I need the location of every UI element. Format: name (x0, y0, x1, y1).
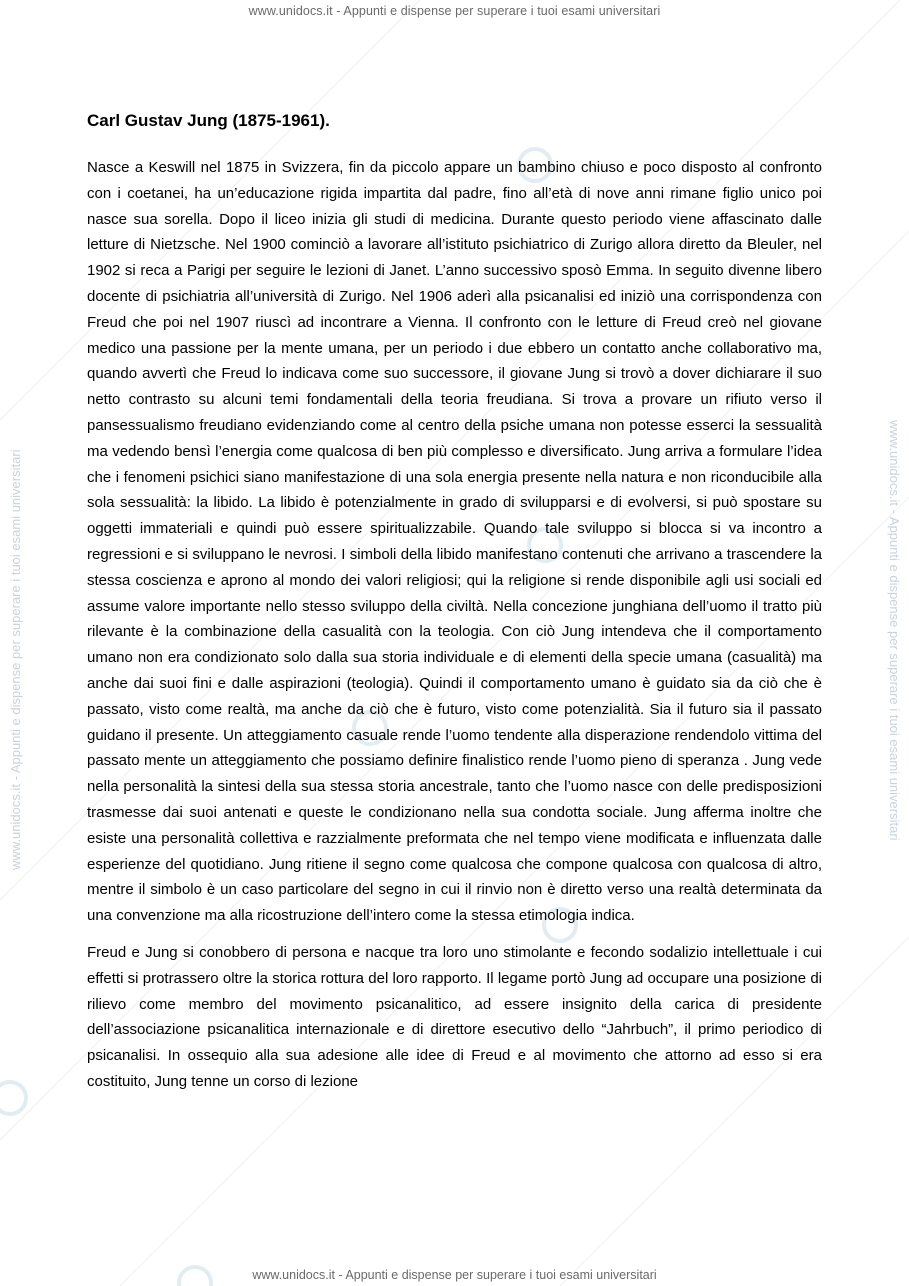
watermark-footer: www.unidocs.it - Appunti e dispense per superare i tuoi esami universitari (252, 1268, 657, 1282)
watermark-left-vertical: www.unidocs.it - Appunti e dispense per superare i tuoi esami universitari (8, 449, 23, 870)
paragraph: Nasce a Keswill nel 1875 in Svizzera, fin da piccolo appare un bambino chiuso e poco disposto al confronto con i coetanei, ha un’educazione rigida impartita dal padre, fino all’età di nove anni rimane figlio unico poi nasce sua sorella. Dopo il liceo inizia gli studi di medicina. Durante questo periodo viene affascinato dalle letture di Nietzsche. Nel 1900 cominciò a lavorare all’istituto psichiatrico di Zurigo allora diretto da Bleuler, nel 1902 si reca a Parigi per seguire le lezioni di Janet. L’anno successivo sposò Emma. In seguito divenne libero docente di psichiatria all’università di Zurigo. Nel 1906 aderì alla psicanalisi ed iniziò una corrispondenza con Freud che poi nel 1907 riuscì ad incontrare a Vienna. Il confronto con le letture di Freud creò nel giovane medico una passione per la mente umana, per un periodo i due ebbero un contatto anche collaborativo ma, quando avvertì che Freud lo indicava come suo successore, il giovane Jung si trovò a dover dichiarare il suo netto contrasto su alcuni temi fondamentali della teoria freudiana. Si trova a provare un rifiuto verso il pansessualismo freudiano evidenziando come al centro della psiche umana non potesse esserci la sessualità ma vedendo bensì l’energia come qualcosa di ben più complesso e diversificato. Jung arriva a formulare l’idea che i fenomeni psichici siano manifestazione di una sola energia presente nella natura e non riconducibile alla sola sessualità: la libido. La libido è potenzialmente in grado di svilupparsi e di evolversi, si può spostare su oggetti immateriali e quindi può essere spiritualizzabile. Quando tale sviluppo si blocca si va incontro a regressioni e si sviluppano le nevrosi. I simboli della libido manifestano contenuti che arrivano a trascendere la stessa coscienza e aprono al mondo dei valori religiosi; qui la religione si rende disponibile agli usi sociali ed assume valore importante nello stesso sviluppo della civiltà. Nella concezione junghiana dell’uomo il tratto più rilevante è la combinazione della casualità con la teologia. Con ciò Jung intendeva che il comportamento umano non era condizionato solo dalla sua storia individuale e di elementi della specie umana (casualità) ma anche dai suoi fini e dalle aspirazioni (teologia). Quindi il comportamento umano è guidato sia da ciò che è passato, visto come realtà, ma anche da ciò che è futuro, visto come potenzialità. Sia il futuro sia il passato guidano il presente. Un atteggiamento casuale rende l’uomo tendente alla disperazione rendendolo vittima del passato mente un atteggiamento che possiamo definire finalistico rende l’uomo pieno di speranza . Jung vede nella personalità la sintesi della sua stessa storia ancestrale, tanto che l’uomo nasce con delle predisposizioni trasmesse dai suoi antenati e queste le condizionano nella sua condotta sociale. Jung afferma inoltre che esiste una personalità collettiva e razzialmente preformata che nel tempo viene modificata e influenzata dalle esperienze del quotidiano. Jung ritiene il segno come qualcosa che compone qualcosa con qualcosa di altro, mentre il simbolo è un caso particolare del segno in cui il rinvio non è diretto verso una realtà determinata da una convenzione ma alla ricostruzione dell’intero come la stessa etimologia indica. (87, 159, 822, 925)
watermark-header: www.unidocs.it - Appunti e dispense per superare i tuoi esami universitari (248, 4, 661, 18)
watermark-right-vertical: www.unidocs.it - Appunti e dispense per superare i tuoi esami universitari (887, 420, 902, 841)
document-body (87, 108, 822, 1106)
document-title: Carl Gustav Jung (1875-1961). (87, 111, 330, 130)
paragraph: Freud e Jung si conobbero di persona e nacque tra loro uno stimolante e fecondo sodalizio intellettuale i cui effetti si protrassero oltre la storica rottura del loro rapporto. Il legame portò Jung ad occupare una posizione di rilievo come membro del movimento psicanalitico, ad essere insignito della carica di presidente dell’associazione psicanalitica internazionale e di direttore esecutivo dello “Jahrbuch”, il primo periodico di psicanalisi. In ossequio alla sua adesione alle idee di Freud e al movimento che attorno ad esso si era costituito, Jung tenne un corso di lezione (87, 943, 822, 1090)
